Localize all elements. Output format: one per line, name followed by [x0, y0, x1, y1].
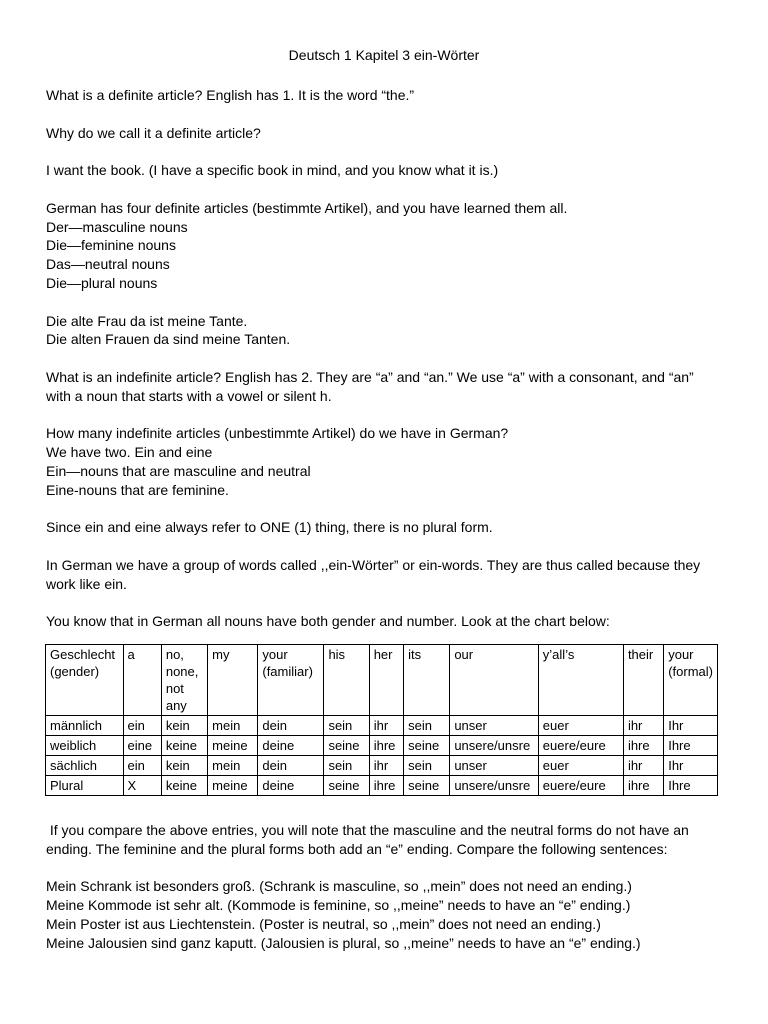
text-line: Die alten Frauen da sind meine Tanten. [46, 331, 291, 348]
table-cell: sein [404, 716, 450, 736]
header-geschlecht: Geschlecht (gender) [46, 645, 124, 716]
table-cell: deine [258, 736, 324, 756]
list-item: Die—feminine nouns [46, 237, 176, 254]
text-line: Mein Schrank ist besonders groß. (Schrank is masculine, so ,,mein” does not need an ending.) [46, 878, 632, 895]
list-item: Eine-nouns that are feminine. [46, 481, 229, 498]
table-cell: Ihr [664, 716, 718, 736]
table-cell: sein [404, 756, 450, 776]
table-cell: euer [538, 756, 623, 776]
table-row [46, 776, 718, 796]
table-cell: eine [123, 736, 161, 756]
paragraph-chart-intro [46, 612, 726, 631]
table-cell: kein [161, 756, 207, 776]
text-line: How many indefinite articles (unbestimmte Artikel) do we have in German? [46, 425, 509, 442]
table-cell: keine [161, 776, 207, 796]
table-cell: weiblich [46, 736, 124, 756]
document-tail [46, 821, 736, 971]
text-line: You know that in German all nouns have both gender and number. Look at the chart below: [46, 613, 610, 630]
list-item: Die—plural nouns [46, 274, 158, 291]
text-line: Die alte Frau da ist meine Tante. [46, 312, 248, 329]
paragraph-no-plural [46, 518, 726, 537]
header-your-formal: your (formal) [664, 645, 718, 716]
text-line: If you compare the above entries, you will note that the masculine and the neutral forms do not have an [46, 822, 689, 838]
table-cell: ihre [369, 736, 403, 756]
table-cell: deine [258, 776, 324, 796]
text-line: What is an indefinite article? English has 2. They are “a” and “an.” We use “a” with a consonant, and “an” [46, 368, 694, 385]
list-item: Ein—nouns that are masculine and neutral [46, 462, 311, 479]
paragraph-definite-list [46, 199, 726, 293]
header-her: her [369, 645, 403, 716]
table-cell: seine [404, 776, 450, 796]
header-your-familiar: your (familiar) [258, 645, 324, 716]
table-row [46, 736, 718, 756]
table-cell: Plural [46, 776, 124, 796]
table-cell: sein [324, 756, 369, 776]
table-cell: Ihre [664, 776, 718, 796]
table-cell: ein [123, 716, 161, 736]
paragraph-compare-entries [46, 821, 736, 859]
table-cell: ihr [369, 756, 403, 776]
table-cell: euer [538, 716, 623, 736]
table-cell: Ihre [664, 736, 718, 756]
table-cell: meine [208, 736, 258, 756]
table-cell: unser [450, 756, 538, 776]
table-cell: seine [324, 736, 369, 756]
table-cell: ihr [623, 716, 663, 736]
table-cell: ihr [369, 716, 403, 736]
table-cell: unsere/unsre [450, 736, 538, 756]
text-line: German has four definite articles (bestimmte Artikel), and you have learned them all. [46, 199, 568, 216]
paragraph-ein-woerter [46, 556, 726, 594]
text-line: Why do we call it a definite article? [46, 124, 261, 141]
table-cell: seine [404, 736, 450, 756]
text-line: Since ein and eine always refer to ONE (1) thing, there is no plural form. [46, 519, 493, 536]
header-our: our [450, 645, 538, 716]
table-cell: ein [123, 756, 161, 776]
table-cell: kein [161, 716, 207, 736]
paragraph-indefinite-question [46, 368, 726, 406]
list-item: Der—masculine nouns [46, 218, 188, 235]
table-cell: euere/eure [538, 776, 623, 796]
text-line: What is a definite article? English has 1. It is the word “the.” [46, 87, 415, 103]
text-line: Meine Kommode ist sehr alt. (Kommode is feminine, so ,,meine” needs to have an “e” ending.) [46, 897, 631, 914]
text-line: with a noun that starts with a vowel or silent h. [46, 387, 332, 404]
header-yalls: y’all’s [538, 645, 623, 716]
table-cell: dein [258, 716, 324, 736]
table-header-row [46, 645, 718, 716]
table-cell: sein [324, 716, 369, 736]
text-line: work like ein. [46, 575, 127, 592]
table-cell: mein [208, 756, 258, 776]
table-cell: keine [161, 736, 207, 756]
text-line: In German we have a group of words called ,,ein-Wörter” or ein-words. They are thus called because they [46, 556, 701, 573]
table-cell: unsere/unsre [450, 776, 538, 796]
table-cell: ihre [623, 736, 663, 756]
paragraph-why-definite [46, 124, 726, 143]
table-cell: euere/eure [538, 736, 623, 756]
text-line: Mein Poster ist aus Liechtenstein. (Poster is neutral, so ,,mein” does not need an ending.) [46, 915, 601, 932]
header-my: my [208, 645, 258, 716]
table-row [46, 756, 718, 776]
table-cell: mein [208, 716, 258, 736]
list-item: Das—neutral nouns [46, 256, 170, 273]
table-cell: Ihr [664, 756, 718, 776]
ein-woerter-table [45, 644, 718, 796]
table-cell: männlich [46, 716, 124, 736]
table-cell: seine [324, 776, 369, 796]
text-line: ending. The feminine and the plural forms both add an “e” ending. Compare the following sentences: [46, 840, 668, 857]
table-cell: meine [208, 776, 258, 796]
paragraph-definite-question [46, 86, 726, 105]
table-cell: X [123, 776, 161, 796]
table-cell: ihr [623, 756, 663, 776]
table-cell: dein [258, 756, 324, 776]
text-line: We have two. Ein and eine [46, 444, 213, 461]
header-a: a [123, 645, 161, 716]
table-cell: ihre [369, 776, 403, 796]
paragraph-indefinite-german [46, 424, 726, 499]
paragraph-book-example [46, 161, 726, 180]
header-their: their [623, 645, 663, 716]
table-cell: unser [450, 716, 538, 736]
paragraph-example-sentences [46, 877, 736, 952]
table-row [46, 716, 718, 736]
table-cell: sächlich [46, 756, 124, 776]
header-no-none: no, none, not any [161, 645, 207, 716]
text-line: Meine Jalousien sind ganz kaputt. (Jalousien is plural, so ,,meine” needs to have an “e” ending.) [46, 934, 641, 951]
document-title: Deutsch 1 Kapitel 3 ein-Wörter [288, 47, 480, 63]
header-its: its [404, 645, 450, 716]
paragraph-tante-example [46, 312, 726, 350]
table-cell: ihre [623, 776, 663, 796]
text-line: I want the book. (I have a specific book in mind, and you know what it is.) [46, 162, 499, 179]
header-his: his [324, 645, 369, 716]
document-body [46, 86, 726, 650]
